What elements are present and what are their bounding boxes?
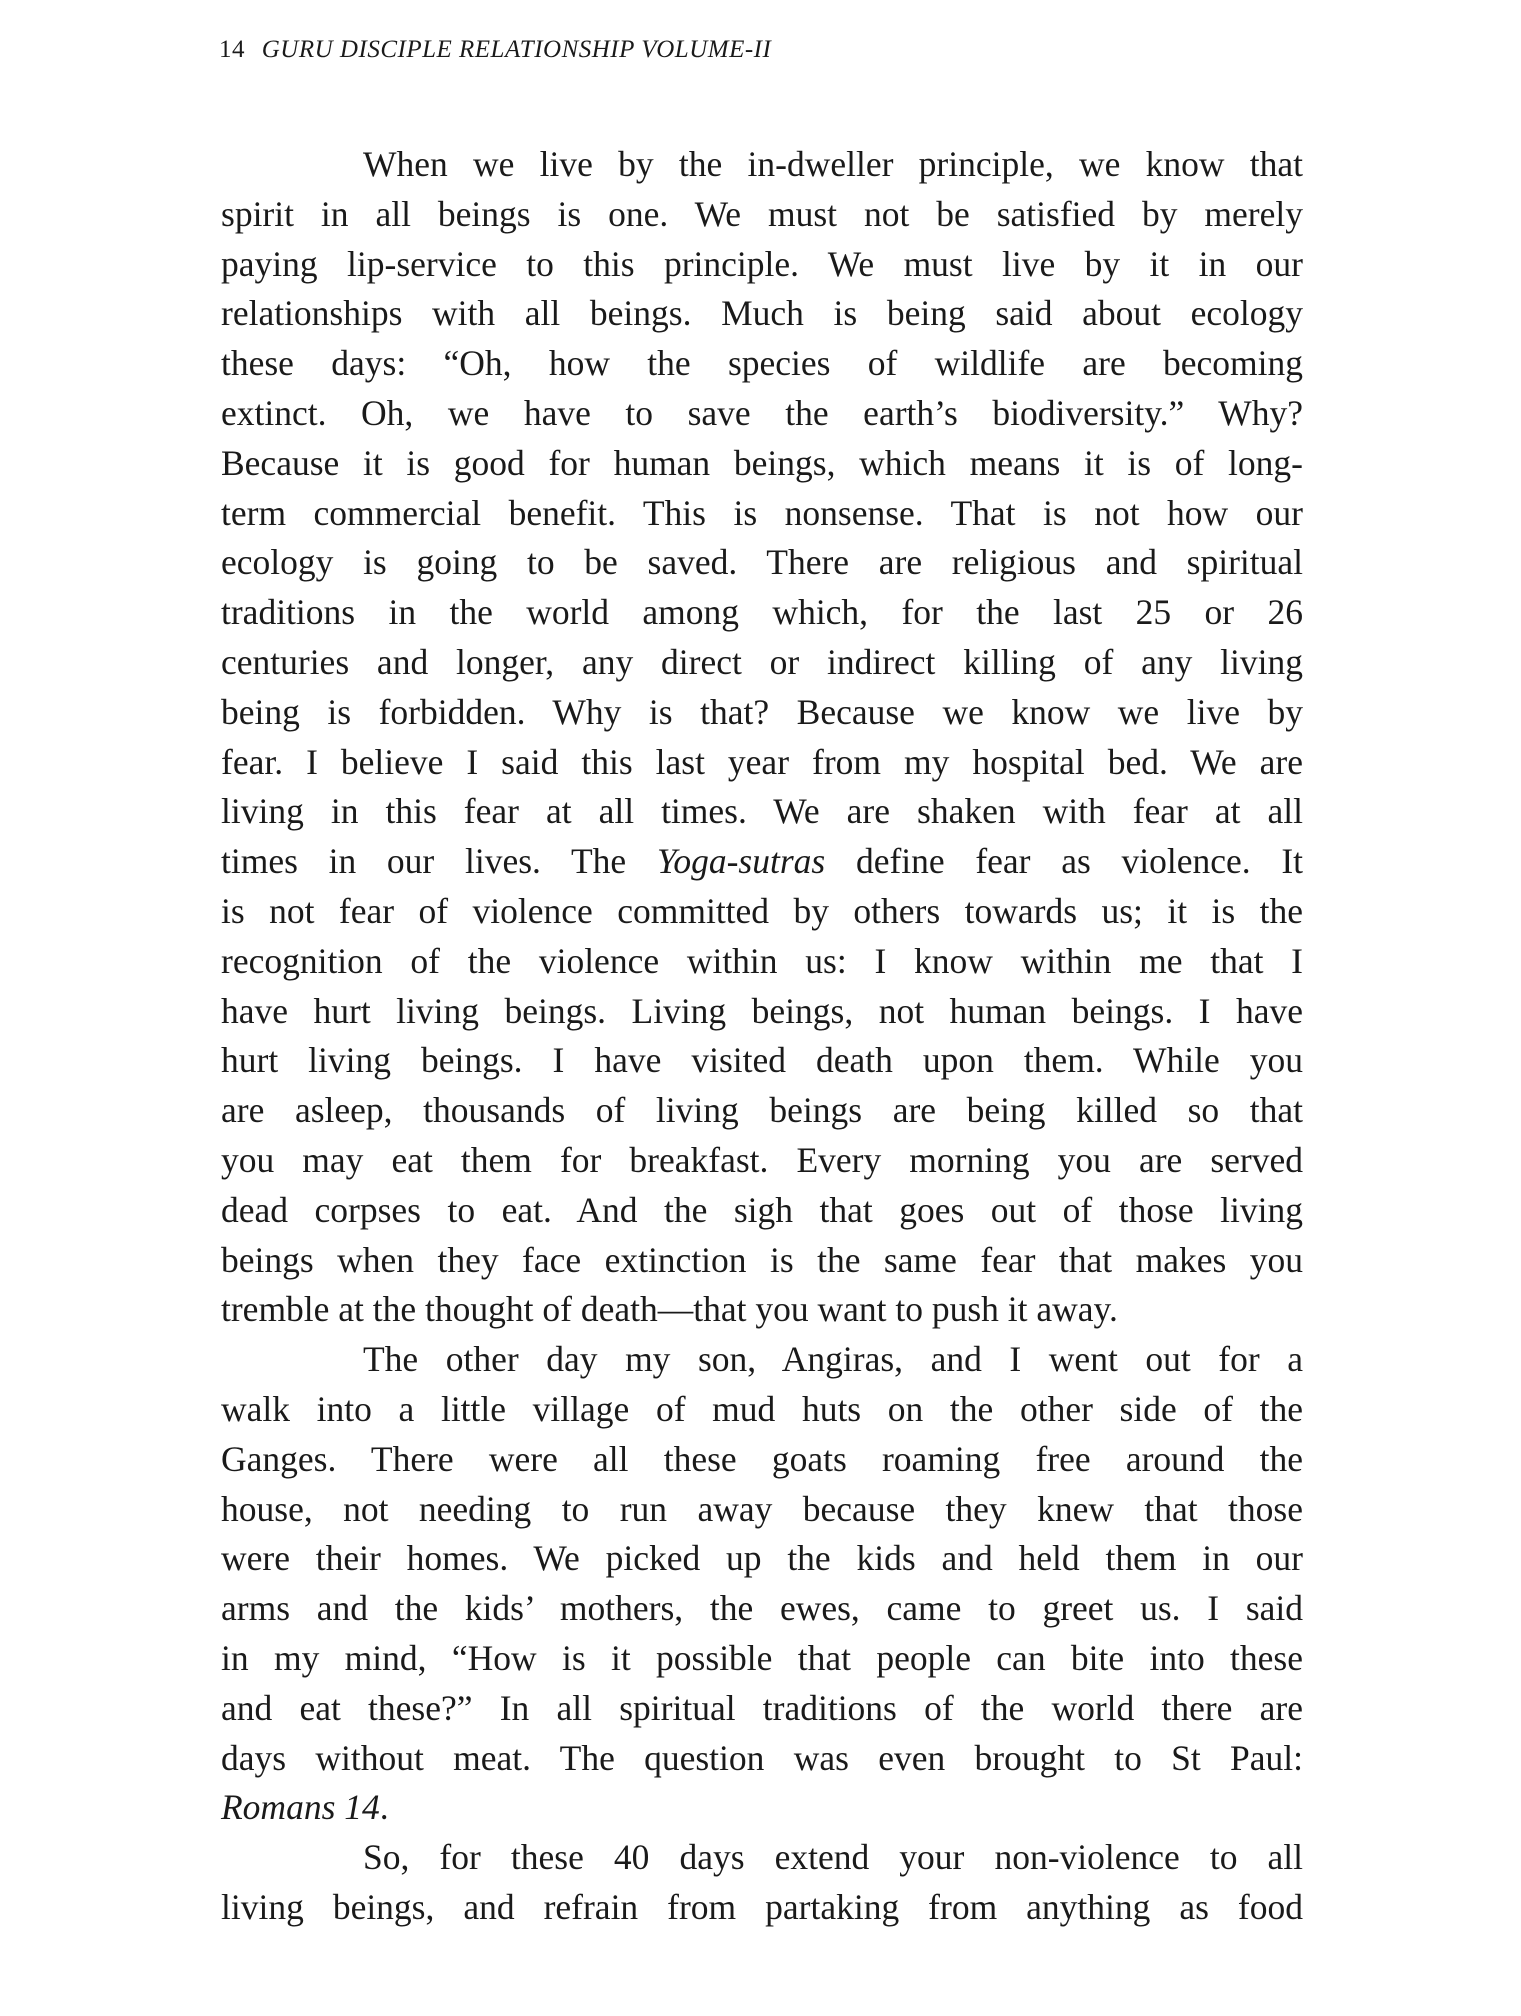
text-line: arms and the kids’ mothers, the ewes, came to greet us. I said <box>221 1588 1303 1629</box>
text-segment: define fear as violence. It <box>825 841 1303 882</box>
text-line: Ganges. There were all these goats roaming free around the <box>221 1438 1303 1479</box>
paragraph-2 <box>221 1335 1303 1833</box>
text-line: days without meat. The question was even brought to St Paul: <box>221 1737 1303 1778</box>
text-line: extinct. Oh, we have to save the earth’s biodiversity.” Why? <box>221 392 1303 433</box>
text-line: are asleep, thousands of living beings are being killed so that <box>221 1090 1303 1131</box>
scripture-reference: Romans 14 <box>221 1787 380 1828</box>
text-line: walk into a little village of mud huts on the other side of the <box>221 1388 1303 1429</box>
text-line: term commercial benefit. This is nonsense. That is not how our <box>221 492 1303 533</box>
text-line: were their homes. We picked up the kids and held them in our <box>221 1538 1303 1579</box>
text-line: traditions in the world among which, for the last 25 or 26 <box>221 592 1303 633</box>
text-line: being is forbidden. Why is that? Because we know we live by <box>221 691 1303 732</box>
text-line: beings when they face extinction is the same fear that makes you <box>221 1239 1303 1280</box>
text-line: living beings, and refrain from partaking from anything as food <box>221 1886 1303 1927</box>
text-line: recognition of the violence within us: I know within me that I <box>221 940 1303 981</box>
book-title: GURU DISCIPLE RELATIONSHIP VOLUME-II <box>261 36 772 63</box>
paragraph-3 <box>221 1833 1303 1933</box>
page-number: 14 <box>219 36 245 63</box>
text-line: ecology is going to be saved. There are religious and spiritual <box>221 542 1303 583</box>
text-line: is not fear of violence committed by others towards us; it is the <box>221 890 1303 931</box>
text-line: When we live by the in-dweller principle, we know that <box>363 144 1303 184</box>
text-line: you may eat them for breakfast. Every morning you are served <box>221 1139 1303 1180</box>
text-line: spirit in all beings is one. We must not be satisfied by merely <box>221 193 1303 234</box>
text-line: relationships with all beings. Much is being said about ecology <box>221 293 1303 334</box>
text-line: hurt living beings. I have visited death upon them. While you <box>221 1040 1303 1081</box>
text-segment: . <box>379 1787 389 1828</box>
text-line: and eat these?” In all spiritual traditions of the world there are <box>221 1687 1303 1728</box>
text-line: centuries and longer, any direct or indirect killing of any living <box>221 641 1303 682</box>
text-line <box>221 837 1303 887</box>
text-line: house, not needing to run away because they knew that those <box>221 1488 1303 1529</box>
text-line <box>221 1783 1303 1833</box>
page-body <box>221 140 1303 1933</box>
text-line: The other day my son, Angiras, and I went out for a <box>363 1339 1303 1380</box>
text-line: So, for these 40 days extend your non-violence to all <box>363 1837 1303 1878</box>
text-line: have hurt living beings. Living beings, not human beings. I have <box>221 990 1303 1031</box>
running-head <box>219 36 771 64</box>
text-line: tremble at the thought of death—that you want to push it away. <box>221 1289 1118 1330</box>
text-line: these days: “Oh, how the species of wildlife are becoming <box>221 343 1303 384</box>
text-line: paying lip-service to this principle. We must live by it in our <box>221 243 1303 284</box>
work-title-yoga-sutras: Yoga-sutras <box>656 841 826 882</box>
text-segment: times in our lives. The <box>221 841 657 882</box>
text-line: Because it is good for human beings, which means it is of long- <box>221 442 1303 483</box>
paragraph-1 <box>221 140 1303 1335</box>
text-line: living in this fear at all times. We are shaken with fear at all <box>221 791 1303 832</box>
text-line: dead corpses to eat. And the sigh that goes out of those living <box>221 1189 1303 1230</box>
text-line: fear. I believe I said this last year from my hospital bed. We are <box>221 741 1303 782</box>
text-line: in my mind, “How is it possible that people can bite into these <box>221 1637 1303 1678</box>
